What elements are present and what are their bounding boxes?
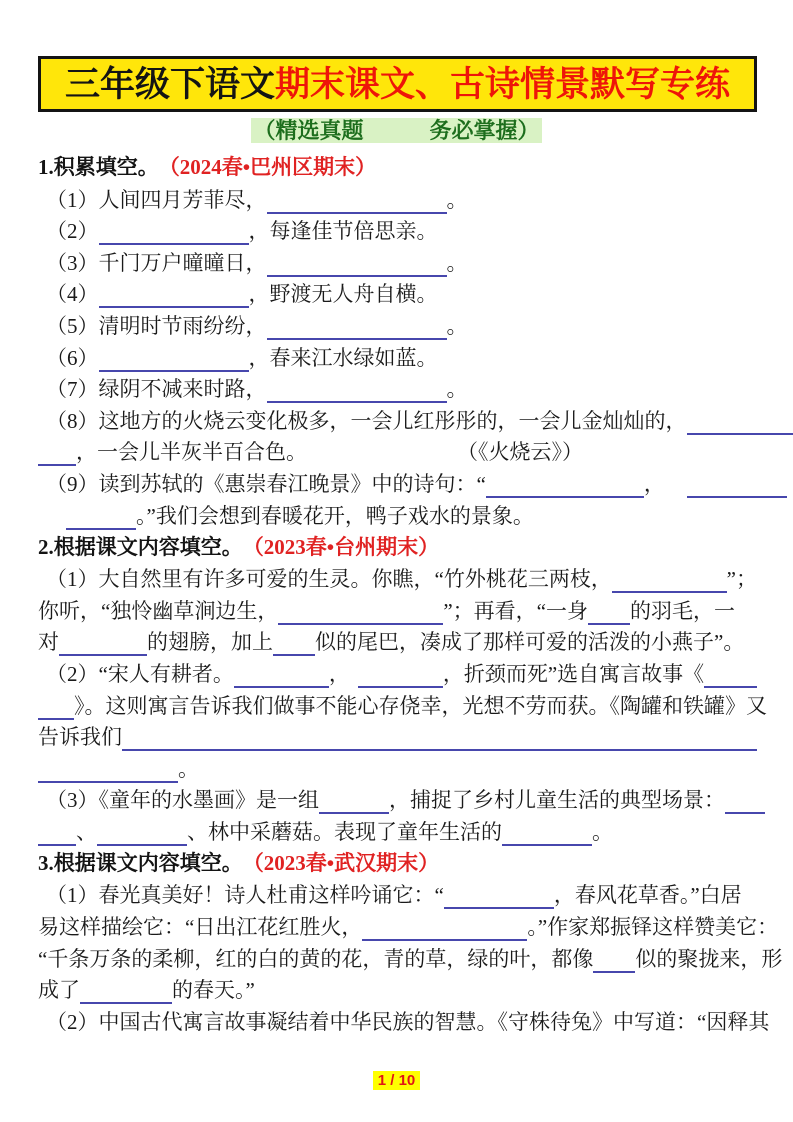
question-text: （4） — [46, 282, 99, 307]
answer-blank[interactable] — [38, 441, 76, 466]
answer-blank[interactable] — [273, 631, 315, 656]
question-text: 。 — [446, 377, 468, 402]
answer-blank[interactable] — [66, 505, 136, 530]
question-line — [38, 656, 757, 688]
answer-blank[interactable] — [588, 600, 630, 625]
spacer — [350, 687, 358, 688]
answer-blank[interactable] — [59, 631, 147, 656]
title-grade-label: 三年级下语文 — [64, 64, 275, 104]
question-line — [38, 783, 757, 815]
question-line — [38, 909, 779, 941]
question-text: （2） — [46, 219, 99, 244]
question-text: 。 — [446, 250, 468, 275]
section-heading — [38, 846, 757, 878]
question-line — [38, 372, 757, 404]
question-line — [38, 720, 757, 752]
answer-blank[interactable] — [97, 821, 187, 846]
question-text: 》。这则寓言告诉我们做事不能心存侥幸，光想不劳而获。《陶罐和铁罐》又 — [74, 693, 767, 718]
answer-blank[interactable] — [267, 252, 447, 277]
section-heading-label: 2.根据课文内容填空。 — [38, 534, 243, 559]
question-text: 、 — [76, 819, 97, 844]
question-line — [38, 593, 757, 625]
question-text: 。 — [592, 819, 613, 844]
question-text: （5）清明时节雨纷纷， — [46, 313, 267, 338]
question-line — [38, 751, 757, 783]
question-text: “千条万条的柔柳，红的白的黄的花，青的草，绿的叶，都像 — [38, 946, 594, 971]
answer-blank[interactable] — [704, 663, 757, 688]
question-line — [38, 182, 757, 214]
question-text: （1）大自然里有许多可爱的生灵。你瞧，“竹外桃花三两枝， — [46, 567, 612, 592]
question-text: （2）中国古代寓言故事凝结着中华民族的智慧。《守株待兔》中写道：“因释其 — [46, 1009, 770, 1034]
question-line — [38, 403, 757, 435]
question-text: （1）人间四月芳菲尽， — [46, 187, 267, 212]
spacer — [665, 497, 687, 498]
worksheet-content — [38, 150, 783, 1036]
answer-blank[interactable] — [278, 600, 443, 625]
question-line — [38, 878, 757, 910]
page-subtitle — [0, 117, 793, 145]
question-text: 的春天。” — [172, 978, 255, 1003]
answer-blank[interactable] — [38, 695, 74, 720]
question-text: ，野渡无人舟自横。 — [248, 282, 438, 307]
question-text: （1）春光真美好！诗人杜甫这样吟诵它：“ — [46, 883, 444, 908]
answer-blank[interactable] — [687, 473, 787, 498]
question-line — [38, 814, 757, 846]
question-line — [38, 466, 757, 498]
answer-blank[interactable] — [38, 758, 178, 783]
question-text: 告诉我们 — [38, 725, 122, 750]
spacer — [38, 529, 66, 530]
question-text: 你听，“独怜幽草涧边生， — [38, 598, 279, 623]
question-text: ，一会儿半灰半百合色。 — [76, 440, 307, 465]
answer-blank[interactable] — [358, 663, 443, 688]
question-text: 成了 — [38, 978, 80, 1003]
question-text: 似的聚拢来，形 — [635, 946, 783, 971]
question-text: ”； — [726, 567, 757, 592]
question-text: ，春风花草香。”白居 — [553, 883, 742, 908]
section-source-label: （2023春•台州期末） — [242, 534, 440, 559]
answer-blank[interactable] — [38, 821, 76, 846]
answer-blank[interactable] — [444, 884, 554, 909]
answer-blank[interactable] — [234, 663, 329, 688]
page-footer — [0, 1072, 793, 1090]
question-line — [38, 308, 757, 340]
question-text: 的翅膀，加上 — [147, 630, 273, 655]
answer-blank[interactable] — [122, 726, 757, 751]
answer-blank[interactable] — [80, 979, 172, 1004]
question-text: ，折颈而死”选自寓言故事《 — [442, 661, 705, 686]
answer-blank[interactable] — [99, 347, 249, 372]
question-text: （6） — [46, 345, 99, 370]
question-text: （7）绿阴不减来时路， — [46, 377, 267, 402]
answer-blank[interactable] — [267, 315, 447, 340]
question-text: 。”我们会想到春暖花开，鸭子戏水的景象。 — [136, 503, 534, 528]
question-text: （3）《童年的水墨画》是一组 — [46, 788, 319, 813]
question-text: （《火烧云》） — [457, 440, 583, 465]
section-heading-label: 3.根据课文内容填空。 — [38, 850, 243, 875]
page-title — [38, 56, 757, 112]
answer-blank[interactable] — [99, 220, 249, 245]
question-line — [38, 688, 767, 720]
question-line — [38, 214, 757, 246]
question-text: 。”作家郑振铎这样赞美它： — [527, 915, 779, 940]
question-line — [38, 562, 757, 594]
question-text: （2）“宋人有耕者。 — [46, 661, 234, 686]
question-line — [38, 1004, 770, 1036]
question-line — [38, 245, 757, 277]
question-line — [38, 973, 757, 1005]
question-text: ，每逢佳节倍思亲。 — [248, 219, 438, 244]
question-line — [38, 435, 757, 467]
question-text: ，春来江水绿如蓝。 — [248, 345, 438, 370]
question-text: （3）千门万户曈曈日， — [46, 250, 267, 275]
question-line — [38, 941, 783, 973]
answer-blank[interactable] — [725, 789, 765, 814]
question-text: （9）读到苏轼的《惠崇春江晚景》中的诗句：“ — [46, 471, 486, 496]
answer-blank[interactable] — [267, 189, 447, 214]
question-line — [38, 625, 757, 657]
page-number: 1 / 10 — [373, 1071, 421, 1090]
answer-blank[interactable] — [319, 789, 389, 814]
question-text: 。 — [446, 187, 468, 212]
section-heading — [38, 530, 757, 562]
answer-blank[interactable] — [593, 948, 635, 973]
question-line — [38, 498, 757, 530]
question-line — [38, 340, 757, 372]
answer-blank[interactable] — [362, 916, 527, 941]
title-topic-label: 期末课文、古诗情景默写专练 — [275, 64, 731, 104]
question-text: 。 — [446, 313, 468, 338]
question-text: ，捕捉了乡村儿童生活的典型场景： — [389, 788, 725, 813]
subtitle-highlight: （精选真题 务必掌握） — [253, 118, 540, 143]
question-text: 的羽毛，一 — [629, 598, 735, 623]
spacer — [307, 465, 457, 466]
question-line — [38, 277, 757, 309]
question-text: ”；再看，“一身 — [443, 598, 588, 623]
section-heading-label: 1.积累填空。 — [38, 155, 159, 179]
question-text: ， — [643, 471, 665, 496]
answer-blank[interactable] — [267, 378, 447, 403]
answer-blank[interactable] — [502, 821, 592, 846]
section-heading — [38, 150, 757, 182]
section-source-label: （2024春•巴州区期末） — [158, 155, 377, 179]
question-text: 似的尾巴，凑成了那样可爱的活泼的小燕子”。 — [315, 630, 745, 655]
answer-blank[interactable] — [612, 568, 727, 593]
answer-blank[interactable] — [687, 410, 793, 435]
question-text: 。 — [178, 756, 199, 781]
question-text: 易这样描绘它：“日出江花红胜火， — [38, 915, 363, 940]
answer-blank[interactable] — [486, 473, 644, 498]
question-text: （8）这地方的火烧云变化极多，一会儿红彤彤的，一会儿金灿灿的， — [46, 408, 687, 433]
section-source-label: （2023春•武汉期末） — [242, 850, 440, 875]
answer-blank[interactable] — [99, 283, 249, 308]
question-text: ， — [328, 661, 350, 686]
question-text: 对 — [38, 630, 59, 655]
question-text: 、林中采蘑菇。表现了童年生活的 — [187, 819, 502, 844]
